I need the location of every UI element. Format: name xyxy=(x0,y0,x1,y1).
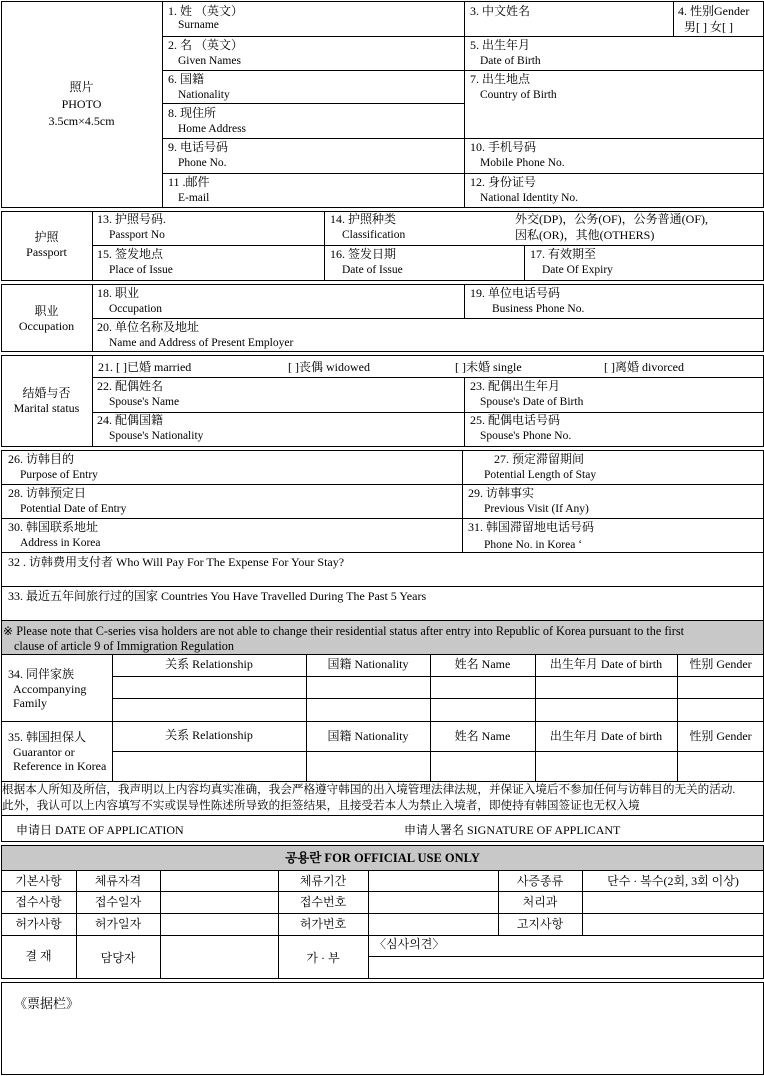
official-permit-info: 허가사항 xyxy=(15,917,62,931)
official-period-of-stay: 체류기간 xyxy=(299,874,347,888)
surname-field[interactable] xyxy=(168,4,243,32)
passport-types[interactable] xyxy=(515,212,708,242)
gender-field[interactable] xyxy=(678,4,749,34)
business-phone-field[interactable] xyxy=(470,286,584,316)
marital-side-label xyxy=(1,386,92,415)
official-permit-number: 허가번호 xyxy=(299,917,347,931)
surname-label-en: Surname xyxy=(178,19,219,31)
employer-label-en: Name and Address of Present Employer xyxy=(109,337,294,349)
length-of-stay-field[interactable] xyxy=(484,452,597,482)
passport-side-label xyxy=(1,230,92,259)
photo-box[interactable] xyxy=(1,80,162,128)
employer-label: 20. 单位名称及地址 xyxy=(97,320,200,334)
marital-option-married[interactable]: 21. [ ]已婚 married xyxy=(98,360,192,374)
nationality-field[interactable] xyxy=(168,72,230,102)
spouse-nationality-field[interactable] xyxy=(97,413,203,443)
occupation-field[interactable] xyxy=(97,286,162,316)
official-receipt-info: 접수사항 xyxy=(15,895,62,909)
spouse-phone-label-en: Spouse's Phone No. xyxy=(480,430,572,442)
official-approval: 결 재 xyxy=(25,949,52,963)
national-id-label-en: National Identity No. xyxy=(480,192,579,204)
guarantor-header-nationality: 国籍 Nationality xyxy=(327,729,409,743)
date-of-issue-label: 16. 签发日期 xyxy=(330,247,397,261)
chinese-name-label: 3. 中文姓名 xyxy=(470,4,531,18)
official-visa-type: 사증종류 xyxy=(516,874,564,888)
receipt-label: 《票据栏》 xyxy=(14,996,80,1011)
address-korea-label: 30. 韩国联系地址 xyxy=(8,520,99,534)
spouse-name-label: 22. 配偶姓名 xyxy=(97,379,164,393)
accompanying-family-en2: Family xyxy=(13,696,48,710)
email-label: 11 .邮件 xyxy=(168,175,210,189)
mobile-phone-label: 10. 手机号码 xyxy=(470,140,537,154)
chinese-name-field[interactable] xyxy=(470,4,530,18)
official-review-opinion: 〈심사의견〉 xyxy=(374,937,445,951)
accompanying-family-en1: Accompanying xyxy=(13,682,87,696)
national-id-label: 12. 身份证号 xyxy=(470,175,537,189)
nationality-label: 6. 国籍 xyxy=(168,72,205,86)
passport-side-zh: 护照 xyxy=(34,230,59,244)
accompanying-family-zh: 34. 同伴家族 xyxy=(8,667,75,681)
home-address-field[interactable] xyxy=(168,106,246,136)
date-of-issue-field[interactable] xyxy=(330,247,403,277)
occupation-side-label xyxy=(1,304,92,333)
phone-korea-label-en: Phone No. in Korea ‘ xyxy=(484,539,583,551)
spouse-dob-field[interactable] xyxy=(470,379,583,409)
spouse-phone-label: 25. 配偶电话号码 xyxy=(470,413,561,427)
phone-korea-label: 31. 韩国滞留地电话号码 xyxy=(468,520,595,534)
occupation-label: 18. 职业 xyxy=(97,286,140,300)
receipt-section xyxy=(1,982,764,1075)
business-phone-label: 19. 单位电话号码 xyxy=(470,286,561,300)
surname-label: 1. 姓 （英文） xyxy=(168,4,244,18)
date-of-entry-field[interactable] xyxy=(8,486,126,516)
phone-korea-field[interactable] xyxy=(468,520,594,552)
country-of-birth-label: 7. 出生地点 xyxy=(470,72,531,86)
accompanying-family-label xyxy=(8,667,86,710)
photo-size: 3.5cm×4.5cm xyxy=(48,114,115,128)
length-of-stay-label-en: Potential Length of Stay xyxy=(484,469,597,481)
date-of-issue-label-en: Date of Issue xyxy=(342,264,403,276)
expense-payer-field[interactable]: 32 . 访韩费用支付者 Who Will Pay For The Expense For Your Stay? xyxy=(8,555,345,569)
date-of-entry-label-en: Potential Date of Entry xyxy=(20,503,127,515)
passport-no-label-en: Passport No xyxy=(109,229,165,241)
guarantor-header-relationship: 关系 Relationship xyxy=(165,728,253,742)
occupation-side-zh: 职业 xyxy=(34,304,59,318)
spouse-nationality-label: 24. 配偶国籍 xyxy=(97,413,164,427)
purpose-label: 26. 访韩目的 xyxy=(8,452,75,466)
purpose-label-en: Purpose of Entry xyxy=(20,469,98,481)
mobile-phone-field[interactable] xyxy=(470,140,565,170)
official-officer: 담당자 xyxy=(100,951,136,965)
applicant-signature-label[interactable]: 申请人署名 SIGNATURE OF APPLICANT xyxy=(404,823,621,837)
length-of-stay-label: 27. 预定滞留期间 xyxy=(494,452,585,466)
classification-label: 14. 护照种类 xyxy=(330,212,397,226)
home-address-label-en: Home Address xyxy=(178,123,247,135)
guarantor-zh: 35. 韩国担保人 xyxy=(8,730,87,744)
official-receipt-number: 접수번호 xyxy=(299,895,347,909)
date-of-expiry-field[interactable] xyxy=(530,247,613,277)
family-header-relationship: 关系 Relationship xyxy=(165,657,253,671)
email-label-en: E-mail xyxy=(178,192,210,204)
spouse-dob-label-en: Spouse's Date of Birth xyxy=(480,396,584,408)
previous-visit-label-en: Previous Visit (If Any) xyxy=(484,503,589,515)
official-use-title: 공용란 FOR OFFICIAL USE ONLY xyxy=(285,851,480,865)
nationality-label-en: Nationality xyxy=(178,89,230,101)
spouse-nationality-label-en: Spouse's Nationality xyxy=(109,430,204,442)
place-of-issue-field[interactable] xyxy=(97,247,173,277)
place-of-issue-label-en: Place of Issue xyxy=(109,264,173,276)
given-names-label-en: Given Names xyxy=(178,55,241,67)
previous-visit-label: 29. 访韩事实 xyxy=(468,486,535,500)
guarantor-header-gender: 性别 Gender xyxy=(689,729,752,743)
photo-label-en: PHOTO xyxy=(61,97,102,111)
photo-label-zh: 照片 xyxy=(69,80,94,94)
countries-travelled-field[interactable]: 33. 最近五年间旅行过的国家 Countries You Have Travelled During The Past 5 Years xyxy=(8,589,427,603)
email-field[interactable] xyxy=(168,175,210,205)
mobile-phone-label-en: Mobile Phone No. xyxy=(480,157,565,169)
family-header-name: 姓名 Name xyxy=(454,657,511,671)
passport-types-line1: 外交(DP)，公务(OF)，公务普通(OF), xyxy=(515,212,708,226)
marital-side-zh: 结婚与否 xyxy=(22,386,71,400)
marital-option-divorced[interactable]: [ ]离婚 divorced xyxy=(604,360,684,374)
guarantor-en2: Reference in Korea xyxy=(13,759,107,773)
official-status-of-stay: 체류자격 xyxy=(94,874,142,888)
purpose-field[interactable] xyxy=(8,452,98,482)
occupation-side-en: Occupation xyxy=(18,319,75,333)
national-id-field[interactable] xyxy=(470,175,578,205)
notice-line-2: clause of article 9 of Immigration Regulation xyxy=(14,639,234,653)
gender-label: 4. 性别Gender xyxy=(678,4,750,18)
passport-no-label: 13. 护照号码. xyxy=(97,212,167,226)
country-of-birth-label-en: Country of Birth xyxy=(480,89,557,101)
date-of-birth-label: 5. 出生年月 xyxy=(470,38,531,52)
date-of-expiry-label: 17. 有效期至 xyxy=(530,247,597,261)
phone-label-en: Phone No. xyxy=(178,157,227,169)
country-of-birth-field[interactable] xyxy=(470,72,557,102)
previous-visit-field[interactable] xyxy=(468,486,589,516)
application-date-label[interactable]: 申请日 DATE OF APPLICATION xyxy=(16,823,184,837)
family-header-dob: 出生年月 Date of birth xyxy=(549,657,663,671)
guarantor-header-dob: 出生年月 Date of birth xyxy=(549,729,663,743)
official-single-multiple[interactable]: 단수 · 복수(2회, 3회 이상) xyxy=(607,874,739,888)
declaration-line-1: 根据本人所知及所信，我声明以上内容均真实准确，我会严格遵守韩国的出入境管理法律法规，并保证入境后不参加任何与访韩目的无关的活动. xyxy=(2,783,736,796)
classification-label-en: Classification xyxy=(342,229,406,241)
phone-label: 9. 电话号码 xyxy=(168,140,229,154)
given-names-label: 2. 名 （英文） xyxy=(168,38,244,52)
official-processing-dept: 처리과 xyxy=(522,895,558,909)
passport-types-line2: 因私(OR)，其他(OTHERS) xyxy=(515,228,655,242)
marital-option-single[interactable]: [ ]未婚 single xyxy=(455,360,522,374)
passport-no-field[interactable] xyxy=(97,212,166,242)
official-notice-items: 고지사항 xyxy=(516,917,564,931)
given-names-field[interactable] xyxy=(168,38,243,68)
marital-option-widowed[interactable]: [ ]丧偶 widowed xyxy=(288,360,370,374)
date-of-expiry-label-en: Date Of Expiry xyxy=(542,264,613,276)
passport-side-en: Passport xyxy=(26,245,67,259)
business-phone-label-en: Business Phone No. xyxy=(492,303,585,315)
marital-side-en: Marital status xyxy=(13,401,80,415)
date-of-entry-label: 28. 访韩预定日 xyxy=(8,486,87,500)
official-basic-info: 기본사항 xyxy=(15,874,62,888)
place-of-issue-label: 15. 签发地点 xyxy=(97,247,164,261)
spouse-name-label-en: Spouse's Name xyxy=(109,396,180,408)
date-of-birth-field[interactable] xyxy=(470,38,541,68)
official-approve-reject[interactable]: 가 · 부 xyxy=(306,951,340,965)
family-header-nationality: 国籍 Nationality xyxy=(327,657,409,671)
address-korea-label-en: Address in Korea xyxy=(20,537,101,549)
official-receipt-date: 접수일자 xyxy=(94,895,142,909)
classification-field[interactable] xyxy=(330,212,405,242)
notice-line-1: ※ Please note that C-series visa holders are not able to change their residential status after entry into Republic of Korea pursuant to the first xyxy=(3,624,684,638)
spouse-phone-field[interactable] xyxy=(470,413,571,443)
date-of-birth-label-en: Date of Birth xyxy=(480,55,541,67)
guarantor-header-name: 姓名 Name xyxy=(454,729,511,743)
home-address-label: 8. 现住所 xyxy=(168,106,217,120)
spouse-name-field[interactable] xyxy=(97,379,179,409)
official-permit-date: 허가일자 xyxy=(94,917,142,931)
declaration-line-2: 此外，我认可以上内容填写不实或误导性陈述所导致的拒签结果，且接受若本人为禁止入境者，即使持有韩国签证也无权入境 xyxy=(2,799,640,812)
phone-field[interactable] xyxy=(168,140,228,170)
occupation-label-en: Occupation xyxy=(109,303,163,315)
guarantor-en1: Guarantor or xyxy=(13,745,75,759)
spouse-dob-label: 23. 配偶出生年月 xyxy=(470,379,561,393)
family-header-gender: 性别 Gender xyxy=(689,657,752,671)
employer-field[interactable] xyxy=(97,320,293,350)
guarantor-label xyxy=(8,730,106,773)
gender-options[interactable]: 男[ ] 女[ ] xyxy=(684,20,733,34)
address-korea-field[interactable] xyxy=(8,520,100,550)
